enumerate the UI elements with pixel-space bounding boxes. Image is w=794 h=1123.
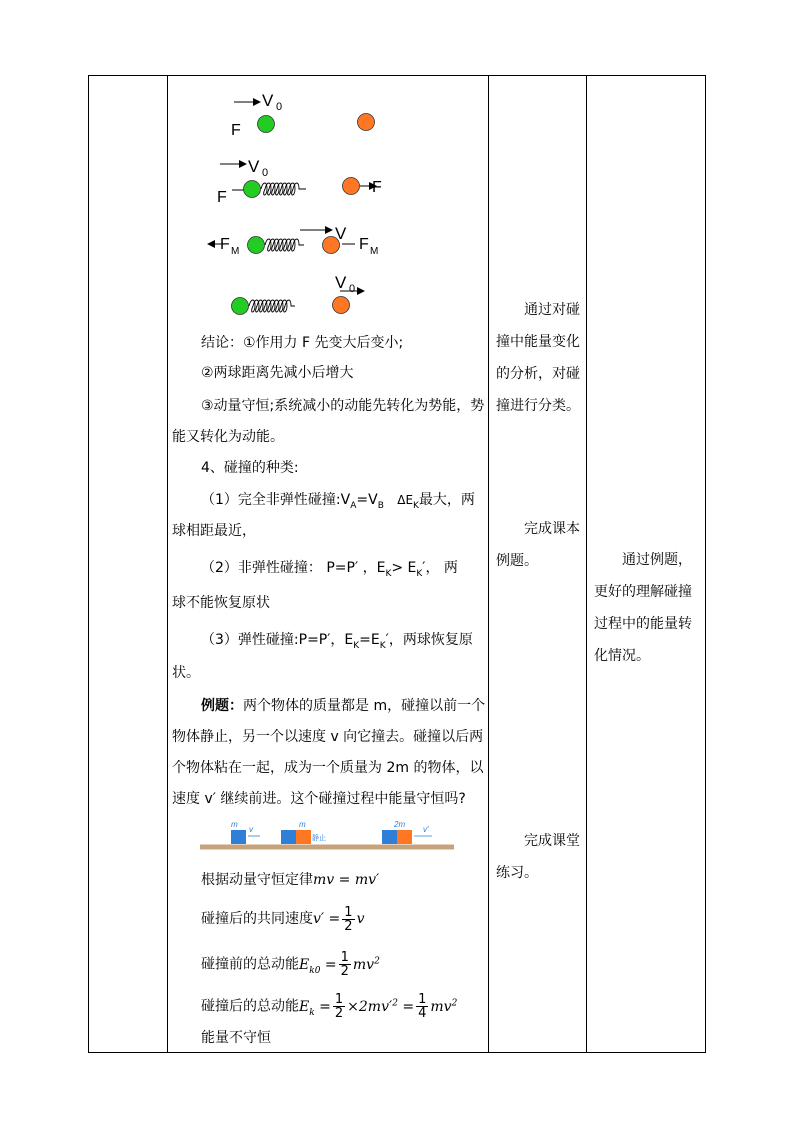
svg-text:m: m bbox=[299, 820, 306, 829]
common-velocity: 碰撞后的共同速度v′ = $\frac{1}{2}$ v bbox=[201, 904, 365, 934]
svg-text:M: M bbox=[231, 246, 240, 257]
example-line-2: 物体静止，另一个以速度 v 向它撞去。碰撞以后两 bbox=[172, 729, 484, 745]
svg-text:M: M bbox=[370, 246, 379, 257]
collision-type-2: （2）非弹性碰撞： P=P′ ，$E_K> E_K'$， 两 bbox=[201, 560, 458, 579]
conclusion-2: ②两球距离先减小后增大 bbox=[201, 365, 354, 381]
collision-type-3-cont: 状。 bbox=[172, 665, 200, 681]
collision-type-3: （3）弹性碰撞:P=P′，$E_K=E_K'$，两球恢复原 bbox=[201, 632, 473, 651]
column-divider-3 bbox=[586, 75, 587, 1053]
col3-example-note: 完成课本 例题。 bbox=[496, 521, 580, 569]
col3-practice-note: 完成课堂 练习。 bbox=[496, 833, 580, 881]
collision-type-1: （1）完全非弹性碰撞$:V_A=V_B$ $\Delta E_K$最大，两 bbox=[201, 492, 475, 511]
svg-text:静止: 静止 bbox=[312, 835, 326, 842]
momentum-law: 根据动量守恒定律mv = mv′ bbox=[201, 872, 380, 888]
column-divider-2 bbox=[488, 75, 489, 1053]
svg-text:F: F bbox=[359, 236, 369, 253]
col4-purpose-note: 通过例题， 更好的理解碰撞 过程中的能量转 化情况。 bbox=[594, 552, 692, 664]
example-line-4: 速度 v′ 继续前进。这个碰撞过程中能量守恒吗? bbox=[172, 791, 466, 807]
conclusion-3: ③动量守恒;系统减小的动能先转化为势能，势 bbox=[201, 398, 485, 414]
svg-text:V: V bbox=[335, 273, 347, 292]
block-collision-figure bbox=[200, 818, 456, 854]
energy-not-conserved: 能量不守恒 bbox=[201, 1030, 271, 1046]
ke-before: 碰撞前的总动能$E_{k0}$ = $\frac{1}{2}$ $mv^2$ bbox=[201, 950, 380, 980]
svg-text:V: V bbox=[248, 157, 260, 176]
force-label: F bbox=[231, 122, 241, 139]
svg-text:0: 0 bbox=[276, 101, 283, 113]
section-heading-4: 4、碰撞的种类: bbox=[201, 460, 299, 476]
conclusion-1: 结论：①作用力 F 先变大后变小; bbox=[201, 335, 404, 351]
example-line-1: 例题：两个物体的质量都是 m，碰撞以前一个 bbox=[201, 698, 486, 714]
conclusion-3-cont: 能又转化为动能。 bbox=[172, 429, 284, 445]
column-divider-1 bbox=[167, 75, 168, 1053]
green-ball bbox=[258, 116, 275, 133]
svg-text:F: F bbox=[217, 189, 227, 206]
svg-text:V: V bbox=[335, 224, 347, 243]
ke-after: 碰撞后的总动能$E_k$ = $\frac{1}{2}$ $\times 2mv'^2$ = $\frac{1}{4}$ $mv^2$ bbox=[201, 992, 458, 1022]
example-line-3: 个物体粘在一起，成为一个质量为 2m 的物体，以 bbox=[172, 760, 484, 776]
svg-text:F: F bbox=[220, 236, 230, 253]
collision-type-2-cont: 球不能恢复原状 bbox=[172, 595, 270, 611]
svg-text:F: F bbox=[372, 179, 382, 196]
v0-label: V bbox=[262, 91, 274, 110]
col3-analysis-note: 通过对碰 撞中能量变化 的分析，对碰 撞进行分类。 bbox=[496, 302, 580, 414]
spring bbox=[261, 183, 306, 195]
svg-text:v′: v′ bbox=[423, 825, 429, 834]
svg-text:0: 0 bbox=[349, 283, 356, 295]
svg-text:2m: 2m bbox=[394, 820, 406, 829]
example-label: 例题： bbox=[201, 698, 243, 714]
svg-text:0: 0 bbox=[262, 167, 269, 179]
collision-type-1-cont: 球相距最近， bbox=[172, 523, 256, 539]
spring-collision-diagram bbox=[200, 88, 400, 328]
svg-text:m: m bbox=[231, 820, 238, 829]
orange-ball bbox=[358, 114, 375, 131]
svg-text:v: v bbox=[249, 825, 253, 834]
